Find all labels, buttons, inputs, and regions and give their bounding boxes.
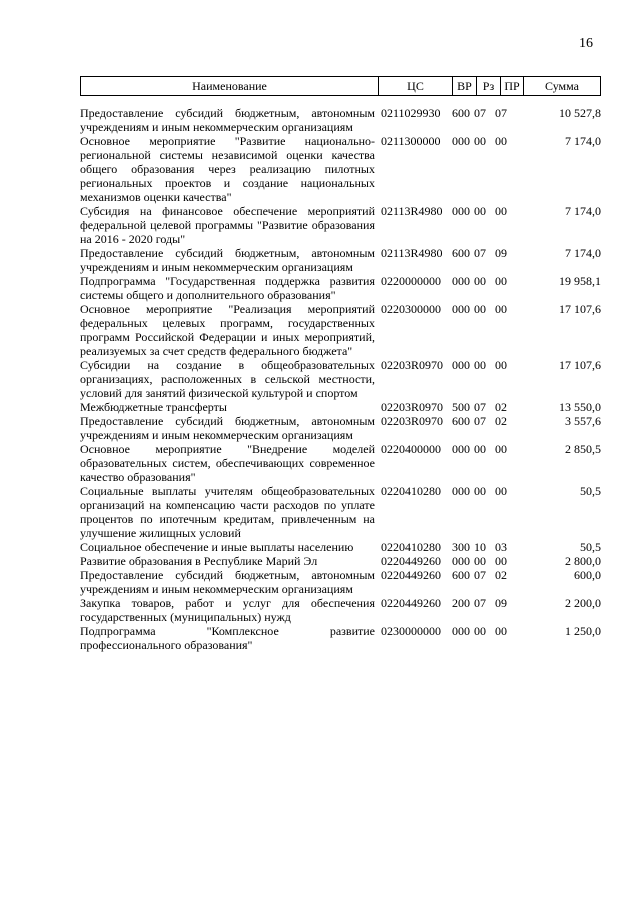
row-vr: 600 [452, 106, 470, 120]
row-cs: 0220449260 [381, 554, 441, 568]
row-name: Подпрограмма "Государственная поддержка развития системы общего и дополнительного образования" [80, 274, 375, 302]
header-vr: ВР [452, 77, 476, 95]
row-sum: 2 800,0 [565, 554, 601, 568]
row-pr: 00 [495, 274, 507, 288]
row-sum: 7 174,0 [565, 204, 601, 218]
row-rz: 00 [474, 358, 486, 372]
table-row [80, 400, 601, 414]
row-sum: 17 107,6 [559, 358, 601, 372]
row-cs: 0220000000 [381, 274, 441, 288]
row-sum: 3 557,6 [565, 414, 601, 428]
row-codes [451, 624, 518, 652]
row-vr: 600 [452, 246, 470, 260]
row-name: Социальное обеспечение и иные выплаты населению [80, 540, 354, 554]
row-codes [451, 554, 518, 568]
row-sum: 7 174,0 [565, 246, 601, 260]
row-rz: 07 [474, 414, 486, 428]
header-cs: ЦС [378, 77, 452, 95]
row-cs: 0220300000 [381, 302, 441, 316]
row-sum: 7 174,0 [565, 134, 601, 148]
row-rz: 00 [474, 554, 486, 568]
header-pr: ПР [500, 77, 523, 95]
row-codes [451, 596, 518, 624]
row-rz: 07 [474, 400, 486, 414]
row-pr: 00 [495, 302, 507, 316]
row-rz: 00 [474, 442, 486, 456]
row-name: Основное мероприятие "Развитие национально-региональной системы независимой оценки качества общего образования через реализацию пилотных региональных проектов и создание национальных механизмов оценки качества" [80, 134, 375, 204]
row-rz: 00 [474, 134, 486, 148]
row-pr: 09 [495, 246, 507, 260]
row-name: Развитие образования в Республике Марий Эл [80, 554, 318, 568]
row-pr: 00 [495, 554, 507, 568]
row-rz: 07 [474, 568, 486, 582]
row-codes [451, 540, 518, 554]
row-vr: 000 [452, 302, 470, 316]
row-sum: 17 107,6 [559, 302, 601, 316]
row-codes [451, 484, 518, 540]
table-row [80, 540, 601, 554]
row-vr: 000 [452, 484, 470, 498]
row-codes [451, 442, 518, 484]
row-rz: 00 [474, 624, 486, 638]
row-cs: 0220449260 [381, 596, 441, 610]
row-cs: 0220410280 [381, 484, 441, 498]
row-sum: 2 200,0 [565, 596, 601, 610]
row-pr: 03 [495, 540, 507, 554]
row-cs: 0220410280 [381, 540, 441, 554]
row-sum: 600,0 [574, 568, 601, 582]
row-vr: 000 [452, 554, 470, 568]
table-row [80, 596, 601, 624]
row-vr: 000 [452, 204, 470, 218]
table-row [80, 274, 601, 302]
row-sum: 1 250,0 [565, 624, 601, 638]
budget-table [80, 76, 601, 652]
row-sum: 13 550,0 [559, 400, 601, 414]
row-cs: 02203R0970 [381, 358, 444, 372]
table-row [80, 358, 601, 400]
row-vr: 300 [452, 540, 470, 554]
table-row [80, 554, 601, 568]
row-rz: 00 [474, 274, 486, 288]
row-sum: 50,5 [580, 540, 601, 554]
row-vr: 000 [452, 442, 470, 456]
table-row [80, 484, 601, 540]
row-codes [451, 400, 518, 414]
row-vr: 000 [452, 358, 470, 372]
table-row [80, 246, 601, 274]
row-pr: 00 [495, 134, 507, 148]
row-rz: 10 [474, 540, 486, 554]
table-body [80, 106, 601, 652]
row-name: Закупка товаров, работ и услуг для обеспечения государственных (муниципальных) нужд [80, 596, 375, 624]
row-rz: 07 [474, 106, 486, 120]
table-row [80, 204, 601, 246]
row-vr: 600 [452, 414, 470, 428]
row-cs: 02113R4980 [381, 246, 443, 260]
row-cs: 0220449260 [381, 568, 441, 582]
row-name: Субсидия на финансовое обеспечение мероприятий федеральной целевой программы "Развитие образования на 2016 - 2020 годы" [80, 204, 375, 246]
row-name: Субсидии на создание в общеобразовательных организациях, расположенных в сельской местности, условий для занятий физической культурой и спортом [80, 358, 375, 400]
table-row [80, 134, 601, 204]
row-name: Предоставление субсидий бюджетным, автономным учреждениям и иным некоммерческим организациям [80, 106, 375, 134]
row-vr: 000 [452, 274, 470, 288]
row-cs: 02203R0970 [381, 414, 444, 428]
row-name: Предоставление субсидий бюджетным, автономным учреждениям и иным некоммерческим организациям [80, 414, 375, 442]
row-rz: 00 [474, 204, 486, 218]
row-name: Основное мероприятие "Внедрение моделей образовательных систем, обеспечивающих современное качество образования" [80, 442, 375, 484]
row-codes [451, 358, 518, 400]
row-vr: 600 [452, 568, 470, 582]
row-rz: 00 [474, 302, 486, 316]
row-rz: 07 [474, 246, 486, 260]
row-sum: 10 527,8 [559, 106, 601, 120]
table-row [80, 302, 601, 358]
row-codes [451, 568, 518, 596]
header-name: Наименование [192, 78, 267, 93]
row-pr: 00 [495, 204, 507, 218]
row-vr: 000 [452, 624, 470, 638]
row-name: Основное мероприятие "Реализация мероприятий федеральных целевых программ, государственных программ Российской Федерации и иных мероприятий, реализуемых за счет средств федерального бюджета" [80, 302, 375, 358]
row-name: Предоставление субсидий бюджетным, автономным учреждениям и иным некоммерческим организациям [80, 568, 375, 596]
table-row [80, 442, 601, 484]
row-cs: 0220400000 [381, 442, 441, 456]
row-cs: 02203R0970 [381, 400, 444, 414]
row-codes [451, 246, 518, 274]
row-cs: 02113R4980 [381, 204, 443, 218]
row-sum: 19 958,1 [559, 274, 601, 288]
row-codes [451, 414, 518, 442]
row-pr: 00 [495, 442, 507, 456]
row-name: Подпрограмма "Комплексное развитие профессионального образования" [80, 624, 375, 652]
header-sum: Сумма [523, 77, 600, 95]
table-row [80, 414, 601, 442]
row-rz: 07 [474, 596, 486, 610]
row-cs: 0211300000 [381, 134, 441, 148]
row-codes [451, 302, 518, 358]
row-codes [451, 106, 518, 134]
row-sum: 2 850,5 [565, 442, 601, 456]
row-pr: 00 [495, 624, 507, 638]
row-rz: 00 [474, 484, 486, 498]
row-codes [451, 274, 518, 302]
row-name: Предоставление субсидий бюджетным, автономным учреждениям и иным некоммерческим организациям [80, 246, 375, 274]
row-name: Социальные выплаты учителям общеобразовательных организаций на компенсацию части расходов по уплате процентов по ипотечным кредитам, привлеченным на улучшение жилищных условий [80, 484, 375, 540]
table-row [80, 568, 601, 596]
table-row [80, 624, 601, 652]
row-vr: 500 [452, 400, 470, 414]
row-name: Межбюджетные трансферты [80, 400, 227, 414]
row-pr: 00 [495, 484, 507, 498]
row-cs: 0230000000 [381, 624, 441, 638]
header-rz: Рз [476, 77, 500, 95]
page-number: 16 [579, 36, 593, 51]
row-pr: 09 [495, 596, 507, 610]
table-header [80, 76, 601, 96]
row-vr: 200 [452, 596, 470, 610]
row-sum: 50,5 [580, 484, 601, 498]
row-pr: 02 [495, 568, 507, 582]
row-pr: 02 [495, 400, 507, 414]
row-cs: 0211029930 [381, 106, 441, 120]
row-vr: 000 [452, 134, 470, 148]
row-codes [451, 134, 518, 204]
row-pr: 02 [495, 414, 507, 428]
table-row [80, 106, 601, 134]
row-codes [451, 204, 518, 246]
row-pr: 07 [495, 106, 507, 120]
row-pr: 00 [495, 358, 507, 372]
